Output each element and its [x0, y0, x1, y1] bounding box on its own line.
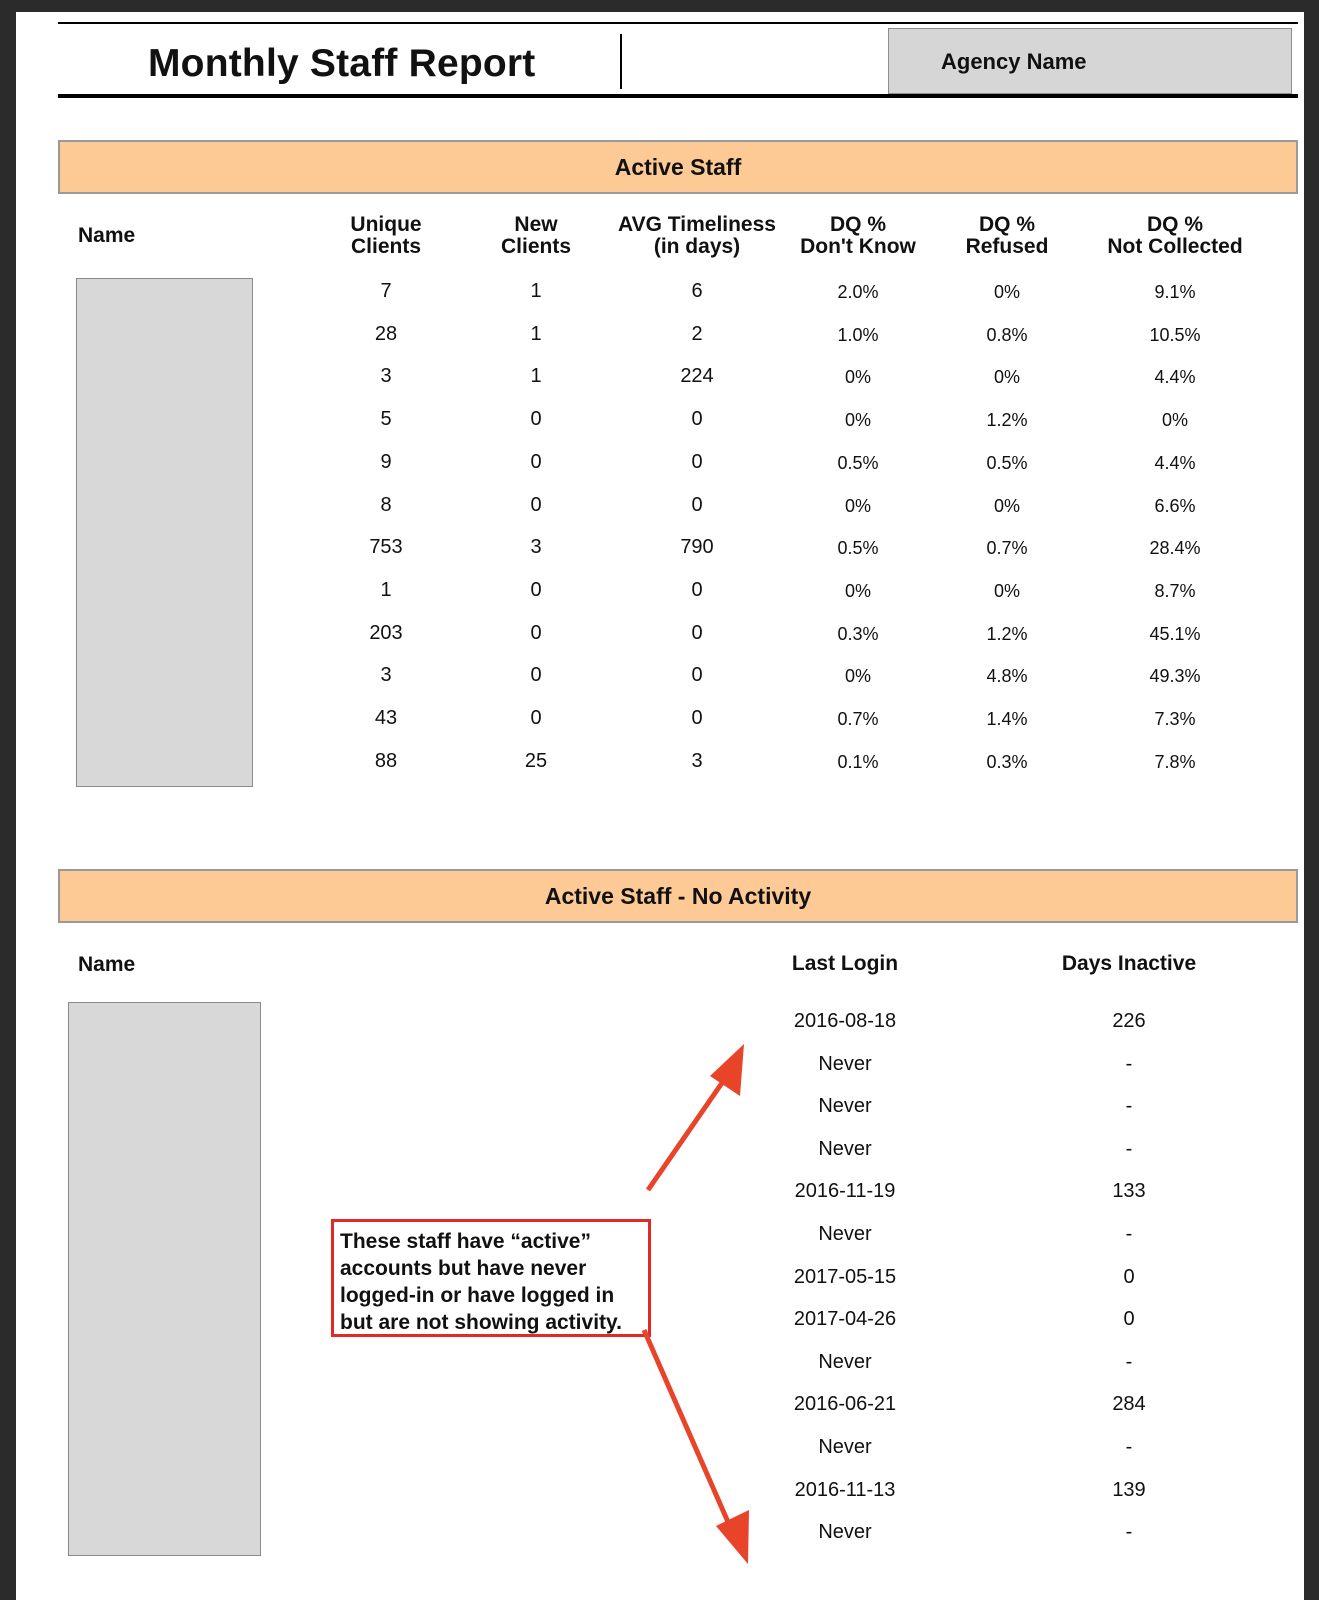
- table-cell: 0%: [993, 580, 1021, 601]
- table-cell: 0: [530, 707, 542, 729]
- table-cell: 6.6%: [1154, 495, 1196, 516]
- arrow-down-shaft: [644, 1330, 728, 1522]
- table-cell: 0%: [844, 495, 872, 516]
- table-cell: 0%: [844, 580, 872, 601]
- table-cell: 1: [530, 280, 542, 302]
- table-cell: 0.7%: [837, 709, 879, 729]
- arrow-down-head-icon: [716, 1510, 749, 1564]
- table-cell: 0: [530, 450, 542, 473]
- table-cell: 0.5%: [837, 538, 879, 559]
- redacted-inactive-names-block: [68, 1002, 261, 1556]
- col-header-line: DQ %: [829, 213, 886, 236]
- table-cell: 9: [380, 450, 392, 473]
- table-cell: 10.5%: [1149, 324, 1201, 345]
- header-bottom-rule: [58, 94, 1298, 98]
- callout-line: accounts but have never: [340, 1257, 587, 1280]
- no-activity-name-header: Name: [78, 953, 136, 976]
- annotation-callout: [331, 1219, 651, 1337]
- table-cell: 2017-04-26: [793, 1308, 897, 1331]
- active-staff-col-header: [1107, 214, 1242, 258]
- table-cell: 0%: [844, 410, 872, 431]
- table-cell: 0.8%: [986, 324, 1028, 345]
- table-cell: 284: [1112, 1393, 1146, 1416]
- table-cell: Never: [818, 1350, 872, 1373]
- table-cell: 0%: [844, 367, 872, 388]
- redacted-names-block: [76, 278, 253, 787]
- table-cell: 0: [530, 664, 542, 687]
- table-cell: 0%: [993, 495, 1021, 516]
- table-cell: Never: [818, 1137, 872, 1160]
- table-cell: 0: [691, 621, 703, 644]
- callout-line: These staff have “active”: [340, 1230, 591, 1253]
- table-cell: -: [1125, 1521, 1133, 1544]
- table-cell: 2016-11-13: [794, 1478, 896, 1501]
- table-cell: 0: [691, 707, 703, 729]
- agency-name-label: Agency Name: [941, 49, 1087, 74]
- col-header-line: Not Collected: [1107, 235, 1243, 258]
- table-cell: 4.4%: [1154, 452, 1196, 473]
- table-cell: 1.2%: [986, 623, 1028, 644]
- table-cell: 4.8%: [986, 666, 1028, 687]
- table-cell: 9.1%: [1154, 282, 1196, 302]
- table-cell: 1: [530, 365, 542, 388]
- table-cell: 1.0%: [837, 324, 879, 345]
- active-staff-section-header: Active Staff: [58, 140, 1298, 194]
- table-cell: 0: [691, 664, 703, 687]
- table-cell: Never: [818, 1223, 872, 1245]
- table-cell: 139: [1112, 1478, 1146, 1501]
- active-staff-col-header: [966, 214, 1049, 258]
- table-cell: 4.4%: [1154, 367, 1196, 388]
- table-cell: 0: [691, 408, 703, 431]
- table-cell: 25: [524, 749, 548, 772]
- header-top-rule: [58, 22, 1298, 24]
- active-staff-col-header: [800, 214, 916, 258]
- table-cell: 0: [1123, 1265, 1135, 1288]
- table-cell: 3: [380, 664, 392, 687]
- no-activity-section-header: Active Staff - No Activity: [58, 869, 1298, 923]
- active-staff-col-header: [501, 214, 571, 258]
- table-cell: Never: [818, 1436, 872, 1458]
- callout-line: but are not showing activity.: [340, 1311, 622, 1334]
- table-cell: 5: [380, 408, 392, 431]
- table-cell: 1: [530, 322, 542, 345]
- table-cell: 7: [380, 280, 392, 302]
- title-divider: [620, 34, 622, 89]
- no-activity-col-header: Last Login: [791, 952, 899, 975]
- table-cell: 0: [691, 493, 703, 516]
- table-cell: -: [1125, 1350, 1133, 1373]
- table-cell: -: [1125, 1095, 1133, 1118]
- table-cell: 224: [680, 365, 714, 388]
- active-staff-col-header: [350, 214, 421, 258]
- table-cell: 3: [530, 536, 542, 559]
- table-cell: 8.7%: [1154, 580, 1196, 601]
- table-cell: 3: [691, 749, 703, 772]
- col-header-line: Don't Know: [800, 235, 916, 258]
- table-cell: 0.3%: [837, 623, 879, 644]
- table-cell: 0%: [993, 367, 1021, 388]
- active-staff-col-header: [618, 214, 776, 258]
- table-cell: 753: [369, 536, 403, 559]
- arrow-up-shaft: [648, 1080, 724, 1190]
- table-cell: 2016-06-21: [793, 1393, 897, 1416]
- table-cell: 2016-11-19: [794, 1180, 896, 1203]
- table-cell: 0%: [993, 282, 1021, 302]
- table-cell: 0.5%: [986, 452, 1028, 473]
- table-cell: 790: [680, 536, 714, 559]
- table-cell: 43: [374, 707, 398, 729]
- table-cell: 0.1%: [837, 751, 879, 772]
- table-cell: 203: [369, 621, 403, 644]
- table-cell: 0.3%: [986, 751, 1028, 772]
- col-header-line: Refused: [965, 235, 1049, 258]
- table-cell: 45.1%: [1149, 623, 1201, 644]
- table-cell: 2017-05-15: [793, 1265, 897, 1288]
- table-cell: 226: [1112, 1010, 1146, 1032]
- table-cell: 0: [691, 450, 703, 473]
- no-activity-col-header: Days Inactive: [1061, 952, 1197, 975]
- active-staff-name-header: Name: [78, 224, 136, 247]
- table-cell: -: [1125, 1137, 1133, 1160]
- table-cell: 28.4%: [1149, 538, 1201, 559]
- arrow-up-head-icon: [710, 1044, 744, 1096]
- table-cell: 0: [1123, 1308, 1135, 1331]
- table-cell: 0: [530, 408, 542, 431]
- table-cell: 0%: [844, 666, 872, 687]
- table-cell: 49.3%: [1149, 666, 1201, 687]
- table-cell: 1: [380, 578, 392, 601]
- table-cell: 7.8%: [1154, 751, 1196, 772]
- page-title: Monthly Staff Report: [148, 42, 536, 85]
- col-header-line: Clients: [350, 235, 422, 258]
- table-cell: 7.3%: [1154, 709, 1196, 729]
- table-cell: 0: [530, 493, 542, 516]
- table-cell: -: [1125, 1436, 1133, 1458]
- table-cell: 0%: [1161, 410, 1189, 431]
- table-cell: 0: [530, 621, 542, 644]
- table-cell: 0.5%: [837, 452, 879, 473]
- table-cell: 133: [1112, 1180, 1146, 1203]
- col-header-line: Clients: [500, 235, 572, 258]
- table-cell: Never: [818, 1052, 872, 1075]
- table-cell: 0: [691, 578, 703, 601]
- table-cell: Never: [818, 1095, 872, 1118]
- table-cell: 88: [374, 749, 398, 772]
- table-cell: 0.7%: [986, 538, 1028, 559]
- col-header-line: New: [514, 213, 558, 236]
- col-header-line: DQ %: [1146, 213, 1203, 236]
- table-cell: 2.0%: [837, 282, 879, 302]
- table-cell: -: [1125, 1052, 1133, 1075]
- table-cell: 2: [691, 322, 703, 345]
- agency-name-box: [888, 28, 1292, 94]
- table-cell: 1.2%: [986, 410, 1028, 431]
- col-header-line: (in days): [653, 235, 741, 258]
- col-header-line: DQ %: [978, 213, 1036, 236]
- table-cell: 28: [374, 322, 398, 345]
- col-header-line: Unique: [350, 213, 422, 236]
- table-cell: 0: [530, 578, 542, 601]
- table-cell: -: [1125, 1223, 1133, 1245]
- table-cell: 2016-08-18: [793, 1010, 897, 1032]
- col-header-line: AVG Timeliness: [618, 213, 776, 236]
- table-cell: Never: [818, 1521, 872, 1544]
- report-page: [16, 12, 1304, 1600]
- table-cell: 8: [380, 493, 392, 516]
- table-cell: 6: [691, 280, 703, 302]
- table-cell: 1.4%: [986, 709, 1028, 729]
- callout-line: logged-in or have logged in: [340, 1284, 615, 1307]
- table-cell: 3: [380, 365, 392, 388]
